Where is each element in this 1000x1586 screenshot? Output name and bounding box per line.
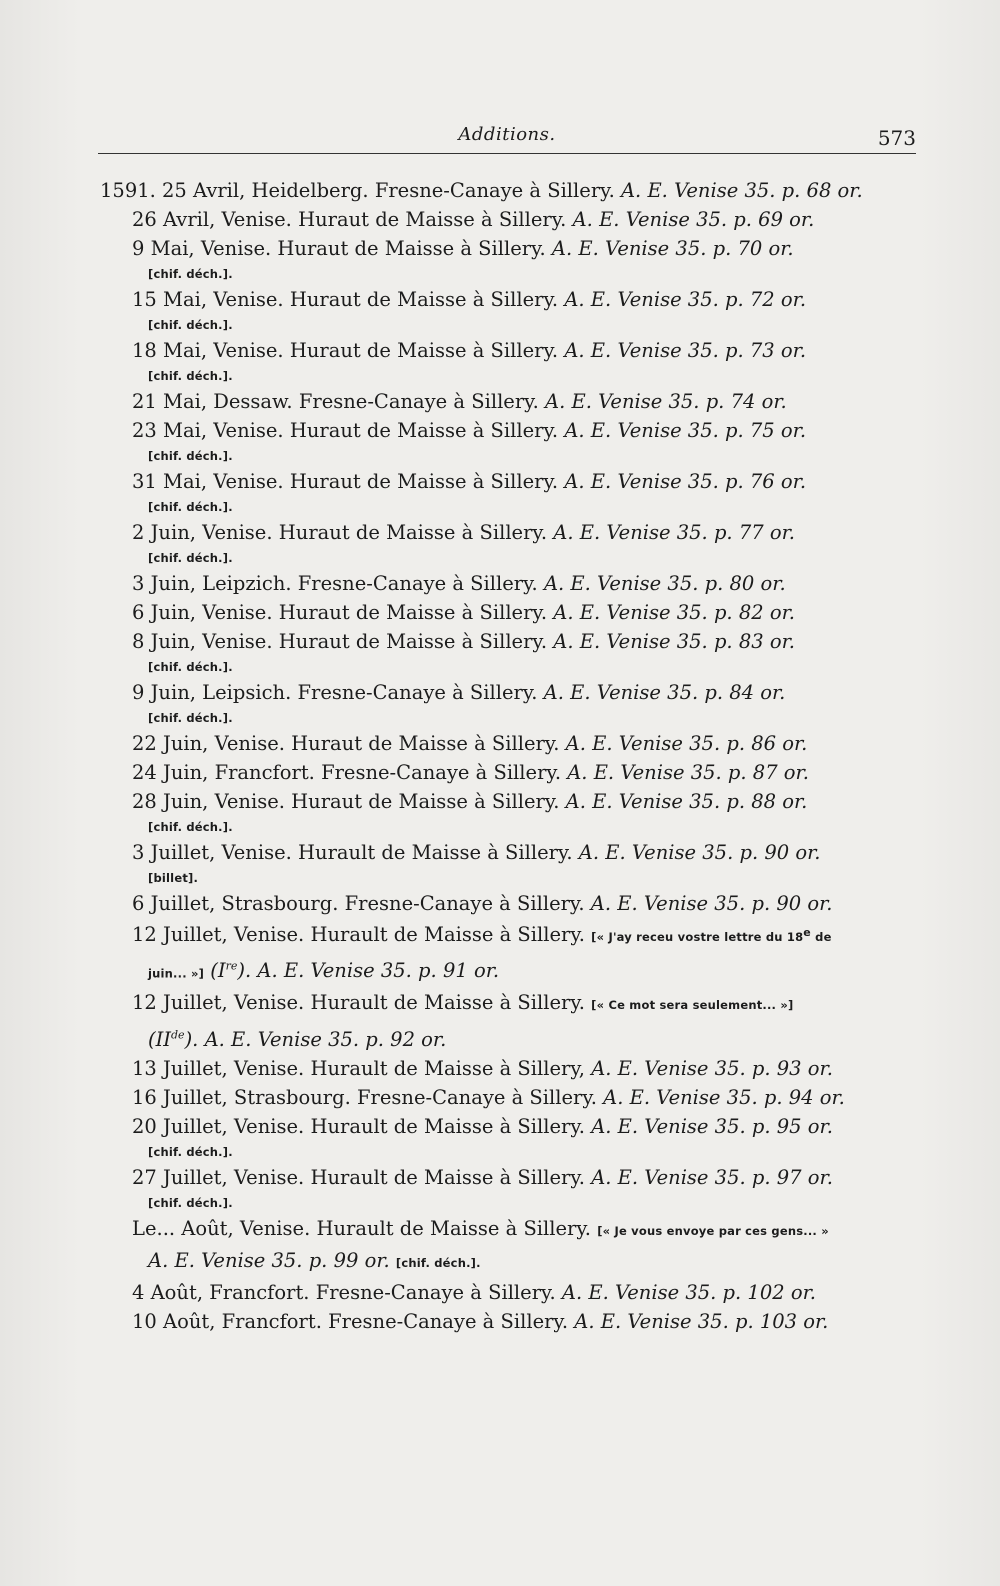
entry-text: Fresne-Canaye à Sillery. (298, 390, 539, 413)
entry-text: Hurault de Maisse à Sillery. (310, 1165, 585, 1189)
entry-ref: A. E. Venise 35. p. 69 or. (572, 208, 815, 231)
entry-text: Hurault de Maisse à Sillery. (298, 841, 573, 864)
entry-group-2 (100, 1054, 912, 1214)
header-rule (98, 153, 916, 154)
entry-text: Fresne-Canaye à Sillery. (357, 1085, 597, 1109)
entry-text: Huraut de Maisse à Sillery. (289, 339, 559, 362)
entry-line (100, 387, 912, 416)
entry-date: 4 Août, Francfort. (132, 1280, 310, 1304)
entry-note: [« J'ay receu vostre lettre du 18e de (591, 926, 832, 944)
entry-date: 15 Mai, Venise. (132, 288, 284, 311)
entry-list (100, 176, 912, 1336)
entry-ref: A. E. Venise 35. p. 99 or. (148, 1248, 390, 1272)
entry-text: Fresne-Canaye à Sillery. (315, 1280, 556, 1304)
entry-group-1 (100, 176, 912, 918)
entry-date: 3 Juin, Leipzich. (132, 572, 292, 595)
entry-text: Fresne-Canaye à Sillery. (344, 892, 585, 915)
page-number: 573 (877, 126, 916, 150)
entry-note: [chif. déch.]. (148, 1144, 233, 1159)
entry-date: 27 Juillet, Venise. (132, 1165, 305, 1189)
entry-line (100, 627, 912, 656)
page-header (98, 118, 916, 148)
entry-text: Fresne-Canaye à Sillery. (321, 761, 562, 784)
entry-text: Le... Août, Venise. Hurault de Maisse à Sillery. (132, 1216, 591, 1240)
entry-ref: A. E. Venise 35. p. 74 or. (545, 390, 787, 413)
entry-date: 24 Juin, Francfort. (132, 761, 315, 784)
entry-ref: A. E. Venise 35. p. 88 or. (565, 790, 808, 813)
entry-text: 12 Juillet, Venise. Hurault de Maisse à Sillery. (132, 991, 585, 1015)
entry (100, 729, 912, 758)
entry-text: 12 Juillet, Venise. Hurault de Maisse à Sillery. (132, 922, 585, 946)
entry-date: 21 Mai, Dessaw. (132, 390, 293, 413)
entry-ref: (IIde). A. E. Venise 35. p. 92 or. (148, 1027, 447, 1051)
entry-text: Huraut de Maisse à Sillery. (278, 601, 548, 624)
entry-line (100, 1163, 912, 1192)
entry-ref: A. E. Venise 35. p. 68 or. (620, 179, 863, 202)
entry-note: [« Ce mot sera seulement... »] (591, 998, 794, 1013)
entry-line (100, 336, 912, 365)
entry-ref: (Ire). A. E. Venise 35. p. 91 or. (210, 959, 500, 983)
entry-ref: A. E. Venise 35. p. 90 or. (590, 892, 833, 915)
entry-ref: A. E. Venise 35. p. 84 or. (543, 681, 786, 704)
entry-text: Huraut de Maisse à Sillery. (291, 790, 560, 813)
entry-ref: A. E. Venise 35. p. 94 or. (603, 1085, 845, 1109)
entry-line (100, 285, 912, 314)
entry-special-1 (100, 918, 912, 988)
entry-line (100, 1307, 912, 1336)
entry-ref: A. E. Venise 35. p. 95 or. (591, 1114, 833, 1138)
entry-ref: A. E. Venise 35. p. 86 or. (565, 732, 808, 755)
entry-text: Huraut de Maisse à Sillery. (278, 521, 548, 544)
entry-note: [chif. déch.]. (395, 1255, 481, 1270)
entry (100, 889, 912, 918)
entry (100, 678, 912, 729)
entry (100, 838, 912, 889)
entry-ref: A. E. Venise 35. p. 77 or. (553, 521, 795, 544)
entry-date: 9 Juin, Leipsich. (132, 681, 292, 704)
entry-text: Fresne-Canaye à Sillery. (297, 681, 538, 704)
entry (100, 518, 912, 569)
entry-ref: A. E. Venise 35. p. 80 or. (543, 572, 786, 595)
entry-continuation (100, 1246, 912, 1278)
entry (100, 387, 912, 416)
entry (100, 787, 912, 838)
entry-continuation (100, 1020, 912, 1054)
entry-line (100, 205, 912, 234)
entry-date: 16 Juillet, Strasbourg. (132, 1085, 351, 1109)
entry-line (100, 1083, 912, 1112)
entry-line (100, 467, 912, 496)
entry-ref: A. E. Venise 35. p. 75 or. (564, 419, 807, 442)
entry-note: juin... »] (148, 966, 205, 981)
entry-ref: A. E. Venise 35. p. 72 or. (564, 288, 807, 311)
entry-line (100, 729, 912, 758)
entry-text: Huraut de Maisse à Sillery. (291, 732, 560, 755)
entry (100, 416, 912, 467)
entry-note: [chif. déch.]. (148, 369, 233, 383)
entry-line (100, 569, 912, 598)
entry-note: [chif. déch.]. (148, 267, 233, 281)
entry-note: [« Je vous envoye par ces gens... » (597, 1223, 829, 1238)
entry (100, 1163, 912, 1214)
entry (100, 176, 912, 205)
entry-date: 18 Mai, Venise. (132, 339, 284, 362)
entry-text: Huraut de Maisse à Sillery. (289, 288, 559, 311)
entry-ref: A. E. Venise 35. p. 97 or. (591, 1165, 833, 1189)
entry-text: Huraut de Maisse à Sillery. (277, 237, 546, 260)
entry-date: 6 Juillet, Strasbourg. (132, 892, 339, 915)
entry-ref: A. E. Venise 35. p. 102 or. (561, 1280, 816, 1304)
entry-text: Fresne-Canaye à Sillery. (328, 1309, 569, 1333)
entry (100, 758, 912, 787)
entry-line (100, 678, 912, 707)
entry-ref: A. E. Venise 35. p. 73 or. (564, 339, 807, 362)
entry-line (100, 918, 912, 952)
entry-note: [chif. déch.]. (148, 711, 233, 725)
entry (100, 1112, 912, 1163)
entry (100, 285, 912, 336)
entry-text: Hurault de Maisse à Sillery. (310, 1114, 585, 1138)
entry-ref: A. E. Venise 35. p. 76 or. (564, 470, 807, 493)
entry-date: 28 Juin, Venise. (132, 790, 285, 813)
entry (100, 467, 912, 518)
entry (100, 569, 912, 598)
entry-line (100, 416, 912, 445)
entry-special-3 (100, 1214, 912, 1278)
entry-line (100, 758, 912, 787)
entry-line (100, 598, 912, 627)
entry (100, 1278, 912, 1307)
entry-note: [chif. déch.]. (148, 500, 233, 514)
entry-note: [chif. déch.]. (148, 1195, 233, 1210)
entry-line (100, 889, 912, 918)
entry-date: 3 Juillet, Venise. (132, 841, 292, 864)
entry-note: [chif. déch.]. (148, 660, 233, 674)
entry-date: 23 Mai, Venise. (132, 419, 284, 442)
entry-line (100, 838, 912, 867)
entry-text: Hurault de Maisse à Sillery, (310, 1056, 585, 1080)
entry-line (100, 1214, 912, 1246)
entry-ref: A. E. Venise 35. p. 82 or. (553, 601, 795, 624)
entry-date: 8 Juin, Venise. (132, 630, 273, 653)
entry (100, 1307, 912, 1336)
entry-line (100, 1278, 912, 1307)
entry (100, 598, 912, 627)
entry-note: [chif. déch.]. (148, 318, 233, 332)
running-title: Additions. (458, 124, 556, 145)
entry-ref: A. E. Venise 35. p. 103 or. (574, 1309, 829, 1333)
entry-line (100, 176, 912, 205)
entry-line (100, 518, 912, 547)
entry-ref: A. E. Venise 35. p. 83 or. (553, 630, 795, 653)
entry-date: 2 Juin, Venise. (132, 521, 273, 544)
entry-note: [chif. déch.]. (148, 449, 233, 463)
entry-group-3 (100, 1278, 912, 1336)
entry-text: Huraut de Maisse à Sillery. (289, 470, 559, 493)
entry (100, 234, 912, 285)
entry-ref: A. E. Venise 35. p. 70 or. (551, 237, 794, 260)
entry-date: 31 Mai, Venise. (132, 470, 284, 493)
entry-note: [chif. déch.]. (148, 820, 233, 834)
entry-line (100, 234, 912, 263)
entry-ref: A. E. Venise 35. p. 93 or. (591, 1056, 833, 1080)
entry-date: 26 Avril, Venise. (132, 208, 292, 231)
entry (100, 1083, 912, 1112)
entry-date: 9 Mai, Venise. (132, 237, 272, 260)
entry-note: [chif. déch.]. (148, 551, 233, 565)
entry-date: 6 Juin, Venise. (132, 601, 273, 624)
entry-line (100, 1054, 912, 1083)
entry-date: 1591. 25 Avril, Heidelberg. (100, 179, 369, 202)
entry-date: 22 Juin, Venise. (132, 732, 285, 755)
entry-ref: A. E. Venise 35. p. 90 or. (578, 841, 821, 864)
entry-date: 20 Juillet, Venise. (132, 1114, 305, 1138)
entry-line (100, 1112, 912, 1141)
entry-line (100, 787, 912, 816)
entry-ref: A. E. Venise 35. p. 87 or. (567, 761, 809, 784)
entry-text: Fresne-Canaye à Sillery. (297, 572, 538, 595)
entry (100, 336, 912, 387)
entry-text: Fresne-Canaye à Sillery. (374, 179, 615, 202)
entry-text: Huraut de Maisse à Sillery. (278, 630, 548, 653)
entry (100, 1054, 912, 1083)
entry-date: 13 Juillet, Venise. (132, 1056, 305, 1080)
entry (100, 205, 912, 234)
entry-text: Huraut de Maisse à Sillery. (289, 419, 559, 442)
entry-continuation (100, 952, 912, 989)
entry-text: Huraut de Maisse à Sillery. (298, 208, 567, 231)
entry-special-2 (100, 988, 912, 1054)
entry-note: [billet]. (148, 871, 199, 885)
entry-date: 10 Août, Francfort. (132, 1309, 322, 1333)
entry-line (100, 988, 912, 1020)
entry (100, 627, 912, 678)
